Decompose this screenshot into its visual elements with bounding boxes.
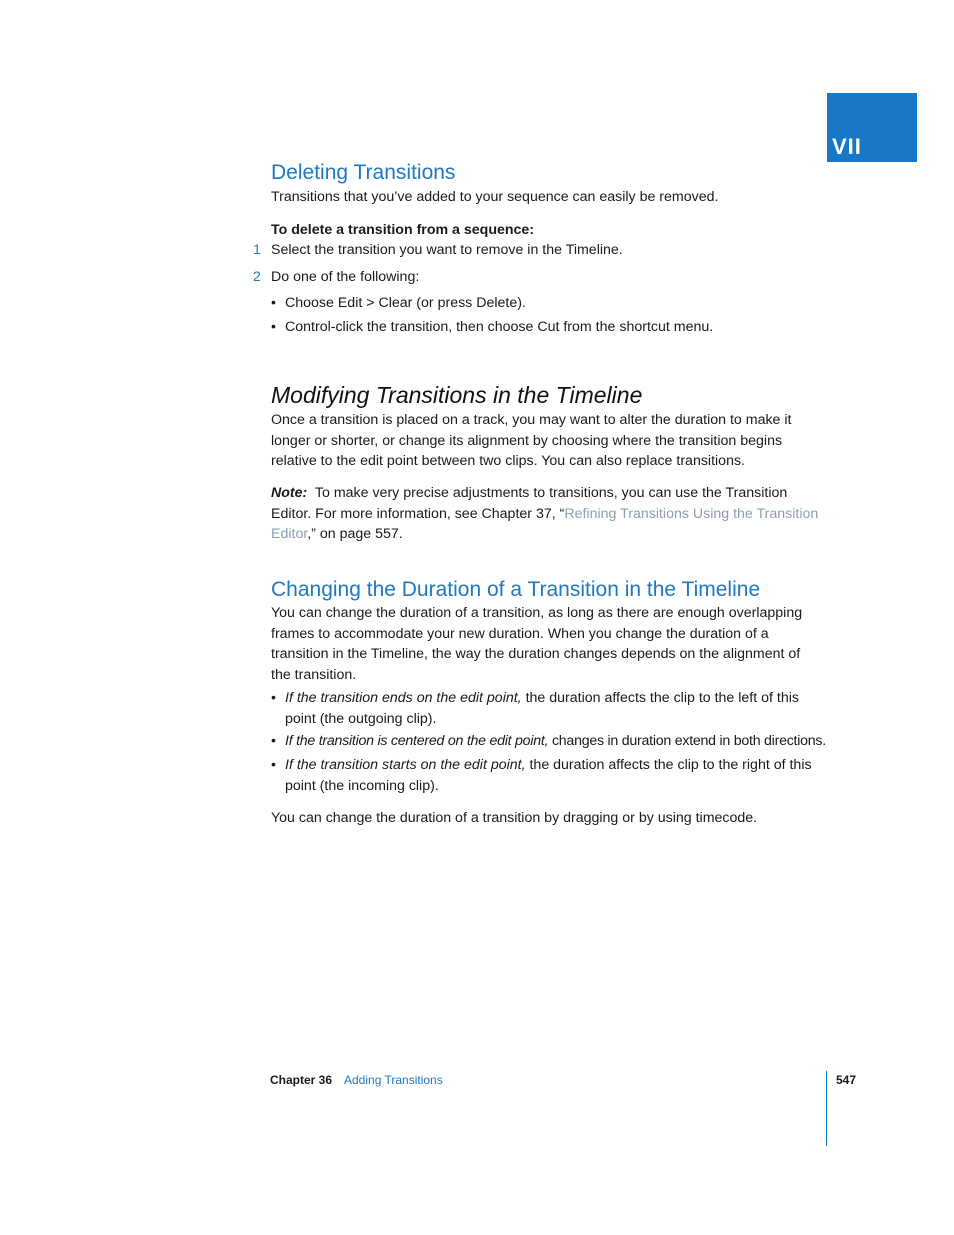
part-tab	[827, 93, 917, 162]
bullet-mark: •	[271, 295, 276, 311]
bullet-lead: If the transition is centered on the edit point,	[285, 733, 549, 749]
step-number: 2	[253, 269, 261, 285]
section2-body: Once a transition is placed on a track, you may want to alter the duration to make it longer or shorter, or change its alignment by choosing where the transition begins relative to the edit point between two clips. You can also replace transitions.	[271, 412, 792, 469]
cross-reference-link[interactable]: Refining Transitions Using the Transition Editor	[271, 505, 819, 542]
section-heading-deleting: Deleting Transitions	[271, 161, 456, 184]
step-text: Do one of the following:	[271, 269, 420, 285]
section-heading-changing-duration: Changing the Duration of a Transition in the Timeline	[271, 578, 761, 601]
list-item	[271, 688, 823, 729]
bullet-text: Control-click the transition, then choose Cut from the shortcut menu.	[285, 319, 714, 335]
note-label: Note:	[271, 485, 308, 501]
section1-intro: Transitions that you’ve added to your sequence can easily be removed.	[271, 189, 719, 205]
bullet-text: Choose Edit > Clear (or press Delete).	[285, 295, 526, 311]
page-number: 547	[836, 1073, 857, 1087]
footer-chapter-title[interactable]: Adding Transitions	[344, 1073, 443, 1087]
note-paragraph	[271, 483, 823, 545]
list-item	[271, 293, 823, 314]
bullet-mark: •	[271, 319, 276, 335]
footer-divider	[826, 1071, 827, 1146]
bullet-mark: •	[271, 690, 276, 706]
bullet-text: the duration affects the clip to the left of this point (the outgoing clip).	[285, 690, 799, 727]
bullet-text: the duration affects the clip to the right of this point (the incoming clip).	[285, 757, 812, 794]
bullet-mark: •	[271, 733, 276, 749]
bullet-lead: If the transition ends on the edit point,	[285, 690, 522, 706]
bullet-text: changes in duration extend in both directions.	[548, 733, 826, 749]
list-item	[271, 731, 826, 752]
task-heading: To delete a transition from a sequence:	[271, 222, 535, 238]
part-tab-label: VII	[832, 134, 862, 159]
note-text: To make very precise adjustments to transitions, you can use the Transition Editor. For more information, see Chapter 37, “	[271, 485, 788, 522]
step-number: 1	[253, 242, 261, 258]
section3-body: You can change the duration of a transition, as long as there are enough overlapping frames to accommodate your new duration. When you change the duration of a transition in the Timeline, the way the duration changes depends on the alignment of the transition.	[271, 605, 803, 683]
list-item	[271, 317, 823, 338]
section-heading-modifying: Modifying Transitions in the Timeline	[271, 382, 643, 408]
step-text: Select the transition you want to remove in the Timeline.	[271, 242, 623, 258]
note-text-end: ,” on page 557.	[307, 526, 403, 542]
bullet-mark: •	[271, 757, 276, 773]
list-item	[271, 755, 823, 796]
footer-chapter-number: Chapter 36	[270, 1073, 333, 1087]
bullet-lead: If the transition starts on the edit point,	[285, 757, 526, 773]
section3-closing: You can change the duration of a transition by dragging or by using timecode.	[271, 810, 758, 826]
